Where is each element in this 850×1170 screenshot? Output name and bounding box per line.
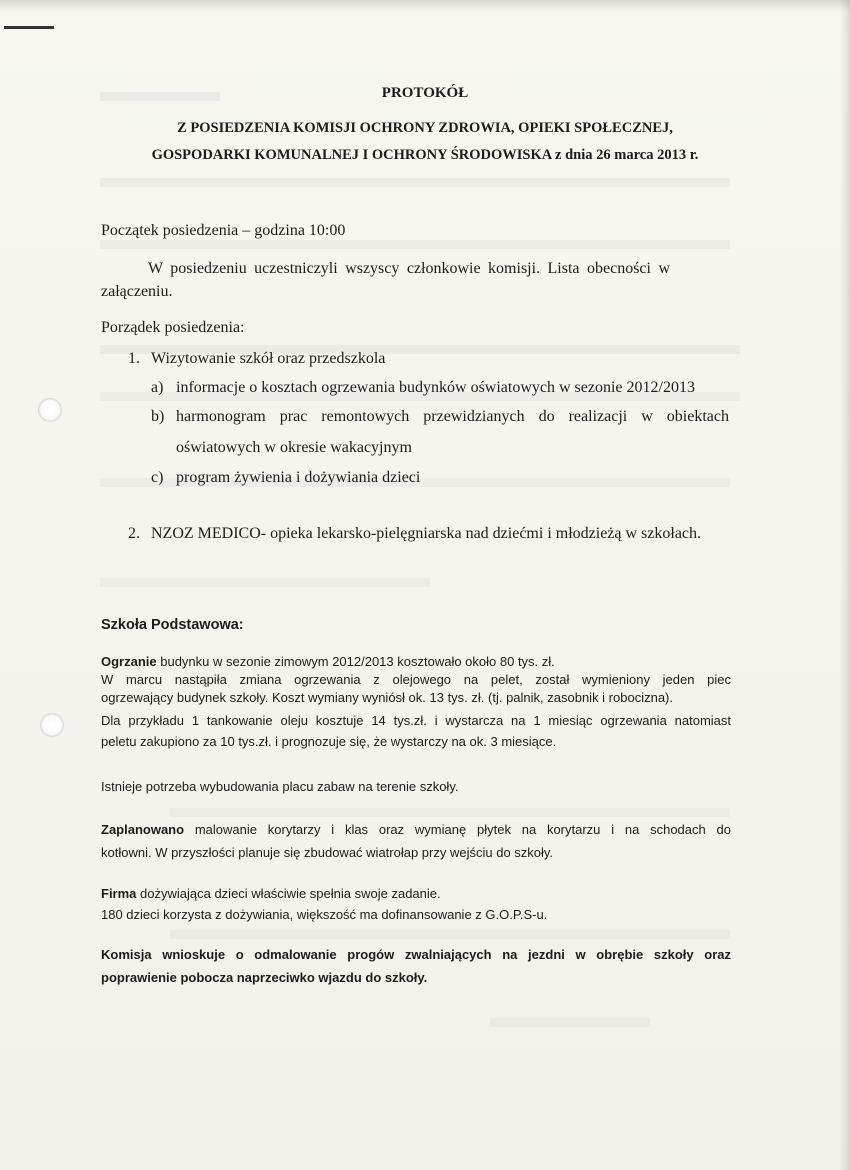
agenda-item-1b-line-2: oświatowych w okresie wakacyjnym: [176, 439, 412, 456]
heating-line-5: peletu zakupiono za 10 tys.zł. i prognozuje się, że wystarczy na ok. 3 miesiące.: [101, 734, 557, 749]
scan-mark: [4, 26, 54, 29]
heating-line-1: [101, 654, 555, 669]
agenda-item-2-number: 2.: [128, 525, 140, 542]
school-heading: Szkoła Podstawowa:: [101, 617, 244, 633]
agenda-item-1c-text: program żywienia i dożywiania dzieci: [176, 469, 421, 486]
heating-line-1-rest: budynku w sezonie zimowym 2012/2013 kosztowało około 80 tys. zł.: [156, 654, 555, 669]
heating-line-2: W marcu nastąpiła zmiana ogrzewania z olejowego na pelet, został wymieniony jeden piec: [101, 672, 731, 687]
document-title: PROTOKÓŁ: [381, 85, 469, 101]
agenda-item-1-number: 1.: [128, 350, 140, 367]
motion-line-1: Komisja wnioskuje o odmalowanie progów zwalniających na jezdni w obrębie szkoły oraz: [101, 947, 731, 962]
document-subtitle-line-2: GOSPODARKI KOMUNALNEJ I OCHRONY ŚRODOWISKA z dnia 26 marca 2013 r.: [151, 147, 699, 163]
heating-line-4: Dla przykładu 1 tankowanie oleju kosztuje 14 tys.zł. i wystarcza na 1 miesiąc ogrzewania natomiast: [101, 713, 731, 728]
meeting-start: Początek posiedzenia – godzina 10:00: [101, 222, 346, 239]
heating-label: Ogrzanie: [101, 654, 157, 669]
planned-label: Zaplanowano: [101, 822, 185, 837]
heating-line-3: ogrzewający budynek szkoły. Koszt wymiany wyniósł ok. 13 tys. zł. (tj. palnik, zasobnik i robocizna).: [101, 690, 673, 705]
agenda-item-1a-text: informacje o kosztach ogrzewania budynków oświatowych w sezonie 2012/2013: [176, 379, 695, 396]
agenda-item-1b-line-1: harmonogram prac remontowych przewidzianych do realizacji w obiektach: [176, 408, 729, 425]
planned-line-2: kotłowni. W przyszłości planuje się zbudować wiatrołap przy wejściu do szkoły.: [101, 845, 554, 860]
agenda-item-1a-marker: a): [151, 379, 164, 396]
attendance-line-2: załączeniu.: [101, 283, 173, 300]
firm-line-1-rest: dożywiająca dzieci właściwie spełnia swoje zadanie.: [136, 886, 441, 901]
agenda-item-1-text: Wizytowanie szkół oraz przedszkola: [151, 350, 386, 367]
punch-hole-top: [38, 398, 62, 422]
planned-line-1: [101, 822, 731, 837]
agenda-item-1b-marker: b): [151, 408, 165, 425]
agenda-item-1c-marker: c): [151, 469, 164, 486]
firm-line-2: 180 dzieci korzysta z dożywiania, większość ma dofinansowanie z G.O.P.S-u.: [101, 907, 548, 922]
agenda-heading: Porządek posiedzenia:: [101, 319, 245, 336]
attendance-line-1: W posiedzeniu uczestniczyli wszyscy członkowie komisji. Lista obecności w: [148, 260, 670, 277]
punch-hole-bottom: [40, 713, 64, 737]
document-subtitle-line-1: Z POSIEDZENIA KOMISJI OCHRONY ZDROWIA, OPIEKI SPOŁECZNEJ,: [177, 120, 673, 136]
scan-shadow-top: [0, 0, 850, 12]
motion-line-2: poprawienie pobocza naprzeciwko wjazdu do szkoły.: [101, 970, 428, 985]
scan-shadow-right: [840, 0, 850, 1170]
firm-line-1: [101, 886, 441, 901]
agenda-item-2-text: NZOZ MEDICO- opieka lekarsko-pielęgniarska nad dziećmi i młodzieżą w szkołach.: [151, 525, 702, 542]
playground-note: Istnieje potrzeba wybudowania placu zabaw na terenie szkoły.: [101, 779, 459, 794]
firm-label: Firma: [101, 886, 137, 901]
planned-line-1-rest: malowanie korytarzy i klas oraz wymianę płytek na korytarzu i na schodach do: [184, 822, 731, 837]
